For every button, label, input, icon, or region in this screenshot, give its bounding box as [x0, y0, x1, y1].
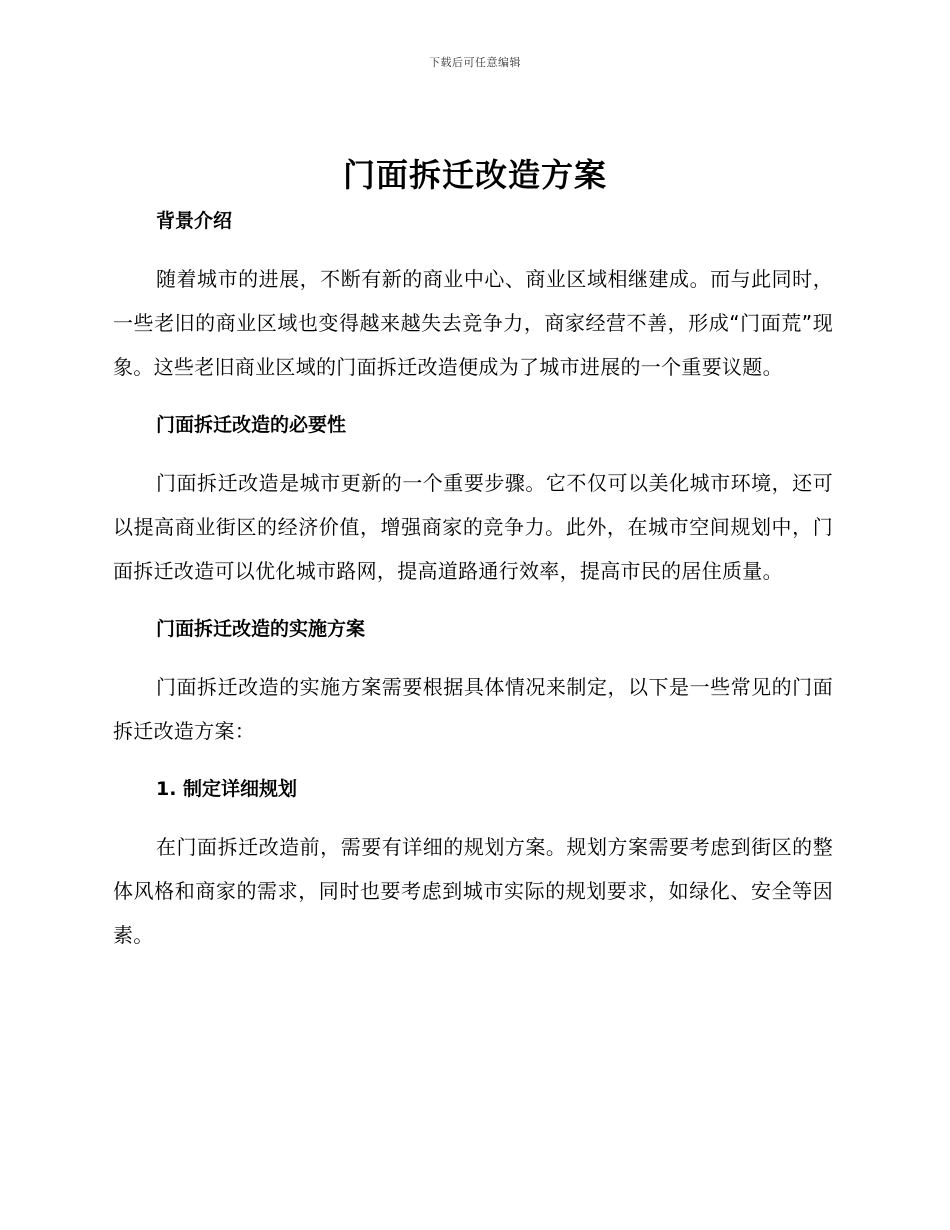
section-implementation: [113, 611, 833, 771]
section-paragraph: 在门面拆迁改造前，需要有详细的规划方案。规划方案需要考虑到街区的整体风格和商家的需求，同时也要考虑到城市实际的规划要求，如绿化、安全等因素。: [113, 835, 833, 947]
section-heading: 背景介绍: [156, 210, 233, 232]
document-title: 门面拆迁改造方案: [342, 156, 607, 194]
header-note: 下载后可任意编辑: [429, 56, 521, 69]
section-heading: 门面拆迁改造的必要性: [156, 414, 347, 436]
section-heading: 门面拆迁改造的实施方案: [156, 618, 366, 640]
section-background: [113, 203, 833, 407]
section-paragraph: 随着城市的进展，不断有新的商业中心、商业区域相继建成。而与此同时，一些老旧的商业区域也变得越来越失去竞争力，商家经营不善，形成“门面荒”现象。这些老旧商业区域的门面拆迁改造便成为了城市进展的一个重要议题。: [113, 267, 833, 379]
section-paragraph: 门面拆迁改造的实施方案需要根据具体情况来制定，以下是一些常见的门面拆迁改造方案：: [113, 675, 833, 743]
document-body: [113, 203, 833, 957]
section-necessity: [113, 407, 833, 611]
section-detailed-plan: [113, 771, 833, 957]
section-heading: 1. 制定详细规划: [156, 778, 298, 800]
section-paragraph: 门面拆迁改造是城市更新的一个重要步骤。它不仅可以美化城市环境，还可以提高商业街区的经济价值，增强商家的竞争力。此外，在城市空间规划中，门面拆迁改造可以优化城市路网，提高道路通行效率，提高市民的居住质量。: [113, 471, 833, 583]
